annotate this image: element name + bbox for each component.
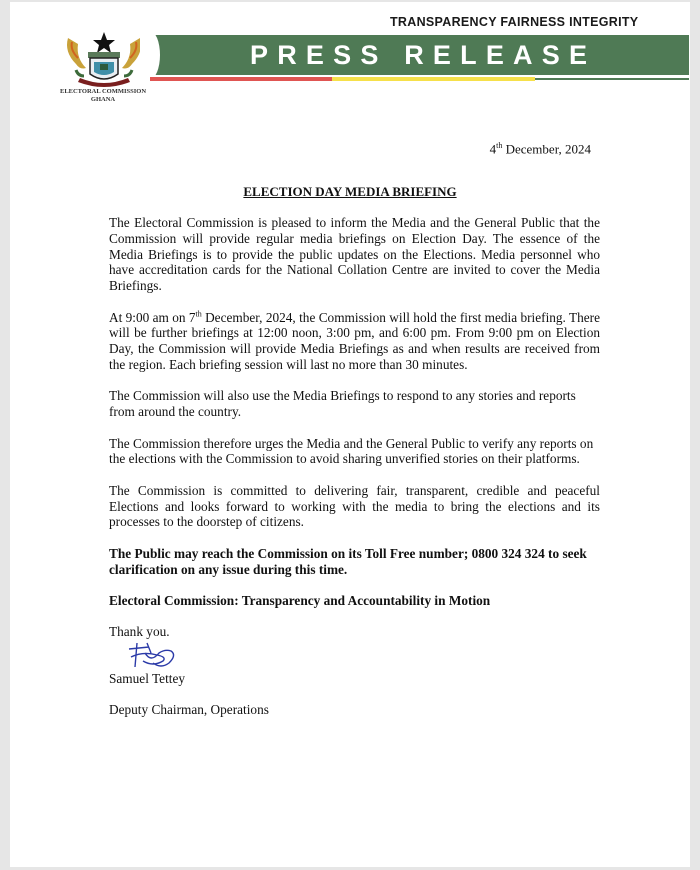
- paragraph-stories: The Commission will also use the Media Briefings to respond to any stories and reports from around the country.: [109, 388, 576, 420]
- flag-color-stripes: [150, 77, 689, 81]
- logo-caption-line1: ELECTORAL COMMISSION: [59, 88, 147, 95]
- date-day: 4: [489, 141, 497, 157]
- schedule-text-b: December, 2024, the Commission will hold the first media briefing. There will be further briefings at 12:00 noon, 3:00 pm, and 6:00 pm. From 9:00 pm on Election Day, the Commission will provide Media Briefings as and when results are received from the region. Each briefing session will last no more than 30 minutes.: [109, 309, 600, 372]
- release-date: [490, 141, 591, 157]
- tagline: TRANSPARENCY FAIRNESS INTEGRITY: [390, 15, 639, 29]
- stripe-green: [535, 78, 689, 80]
- banner-notch: [140, 31, 160, 79]
- right-eagle-icon: [122, 38, 141, 69]
- signature-icon: [123, 641, 183, 671]
- paragraph-toll-free: The Public may reach the Commission on its Toll Free number; 0800 324 324 to seek clarification on any issue during this time.: [109, 545, 587, 577]
- paragraph-schedule: [109, 310, 600, 373]
- date-rest: December, 2024: [502, 141, 591, 157]
- ghana-coat-of-arms-logo: [58, 30, 150, 90]
- logo-caption: [48, 88, 158, 104]
- signer-name: Samuel Tettey: [109, 671, 186, 687]
- paragraph-intro: The Electoral Commission is pleased to inform the Media and the General Public that the Commission will provide regular media briefings on Election Day. The essence of the Media Briefings is to provide the public updates on the Elections. Media personnel who have accreditation cards for the National Collation Centre are invited to cover the Media Briefings.: [109, 215, 600, 294]
- paragraph-commitment: The Commission is committed to delivering fair, transparent, credible and peaceful Elections and looks forward to working with the media to bring the elections and its processes to the doorstep of citizens.: [109, 482, 600, 530]
- document-page: [10, 2, 690, 867]
- paragraph-motto: Electoral Commission: Transparency and Accountability in Motion: [109, 592, 491, 608]
- closing-text: Thank you.: [109, 624, 170, 640]
- document-body: [109, 215, 600, 734]
- banner-title: PRESS RELEASE: [250, 40, 597, 70]
- date-suffix: th: [496, 141, 503, 150]
- stripe-yellow: [332, 77, 535, 81]
- document-title: ELECTION DAY MEDIA BRIEFING: [243, 184, 457, 199]
- left-eagle-icon: [67, 38, 86, 69]
- logo-caption-line2: GHANA: [90, 96, 116, 103]
- paragraph-verify: The Commission therefore urges the Media and the General Public to verify any reports on the elections with the Commission to avoid sharing unverified stories on their platforms.: [109, 435, 594, 467]
- stripe-red: [150, 77, 332, 81]
- black-star-icon: [93, 32, 115, 53]
- press-release-banner: [150, 35, 689, 75]
- schedule-text-a: At 9:00 am on 7: [109, 309, 196, 325]
- signer-title: Deputy Chairman, Operations: [109, 702, 269, 718]
- schedule-sup: th: [195, 309, 202, 319]
